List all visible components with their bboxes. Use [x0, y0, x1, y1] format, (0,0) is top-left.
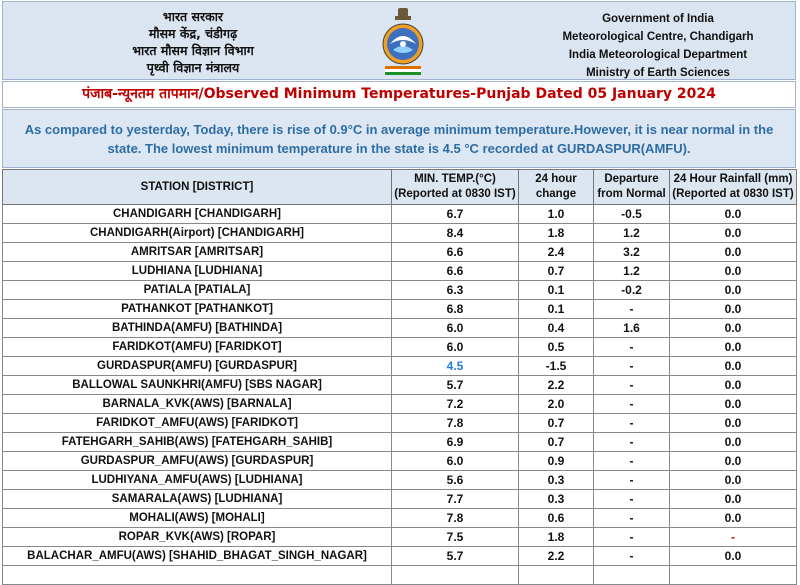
min-temp-cell: 6.0	[392, 452, 519, 471]
station-cell: SAMARALA(AWS) [LUDHIANA]	[3, 490, 392, 509]
departure-cell: 3.2	[594, 243, 670, 262]
rainfall-cell: 0.0	[670, 547, 797, 566]
english-office-block	[523, 10, 793, 82]
hindi-line-4: पृथ्वी विज्ञान मंत्रालय	[146, 60, 240, 75]
departure-cell: 1.2	[594, 224, 670, 243]
hindi-line-1: भारत सरकार	[162, 9, 224, 24]
change-cell: 0.3	[519, 471, 594, 490]
rainfall-cell: 0.0	[670, 338, 797, 357]
rainfall-header	[670, 170, 797, 205]
rainfall-cell: 0.0	[670, 509, 797, 528]
imd-emblem-icon	[376, 6, 430, 78]
table-row	[3, 205, 797, 224]
table-row	[3, 471, 797, 490]
departure-header-line2: from Normal	[597, 188, 666, 200]
change-header-line1: 24 hour	[535, 173, 577, 185]
rainfall-header-line1: 24 Hour Rainfall (mm)	[673, 173, 793, 185]
rainfall-cell: 0.0	[670, 357, 797, 376]
min-temp-cell: 6.6	[392, 262, 519, 281]
departure-cell: -	[594, 547, 670, 566]
table-row	[3, 414, 797, 433]
table-row	[3, 566, 797, 585]
table-row	[3, 281, 797, 300]
departure-cell: -	[594, 452, 670, 471]
min-temp-cell: 5.7	[392, 547, 519, 566]
table-row	[3, 490, 797, 509]
rainfall-cell: 0.0	[670, 395, 797, 414]
min-temp-cell: 7.2	[392, 395, 519, 414]
station-cell: AMRITSAR [AMRITSAR]	[3, 243, 392, 262]
change-cell: 1.8	[519, 224, 594, 243]
change-header	[519, 170, 594, 205]
departure-cell: 1.2	[594, 262, 670, 281]
departure-cell: -	[594, 528, 670, 547]
change-header-line2: change	[535, 188, 577, 200]
station-cell: MOHALI(AWS) [MOHALI]	[3, 509, 392, 528]
table-row	[3, 433, 797, 452]
departure-cell: 1.6	[594, 319, 670, 338]
english-line-4: Ministry of Earth Sciences	[586, 67, 730, 79]
rainfall-cell: 0.0	[670, 205, 797, 224]
change-cell: 0.1	[519, 281, 594, 300]
table-row	[3, 528, 797, 547]
table-row	[3, 224, 797, 243]
bulletin-title: पंजाब-न्यूनतम तापमान/Observed Minimum Temperatures-Punjab Dated 05 January 2024	[2, 81, 796, 108]
departure-cell: -	[594, 414, 670, 433]
hindi-line-3: भारत मौसम विज्ञान विभाग	[132, 43, 254, 58]
rainfall-cell: 0.0	[670, 319, 797, 338]
table-row	[3, 262, 797, 281]
table-row	[3, 300, 797, 319]
change-cell: 0.4	[519, 319, 594, 338]
rainfall-cell: 0.0	[670, 281, 797, 300]
rainfall-cell: 0.0	[670, 490, 797, 509]
table-row	[3, 509, 797, 528]
table-row	[3, 338, 797, 357]
header-banner	[2, 1, 796, 80]
departure-cell: -	[594, 490, 670, 509]
station-cell	[3, 566, 392, 585]
station-cell: FATEHGARH_SAHIB(AWS) [FATEHGARH_SAHIB]	[3, 433, 392, 452]
station-cell: BATHINDA(AMFU) [BATHINDA]	[3, 319, 392, 338]
min-temp-cell: 6.0	[392, 338, 519, 357]
change-cell: 0.7	[519, 433, 594, 452]
departure-cell: -	[594, 471, 670, 490]
min-temp-cell: 5.6	[392, 471, 519, 490]
table-row	[3, 357, 797, 376]
table-row	[3, 452, 797, 471]
departure-cell: -	[594, 433, 670, 452]
rainfall-cell: 0.0	[670, 433, 797, 452]
min-temp-cell: 6.3	[392, 281, 519, 300]
change-cell	[519, 566, 594, 585]
station-cell: CHANDIGARH(Airport) [CHANDIGARH]	[3, 224, 392, 243]
station-cell: GURDASPUR_AMFU(AWS) [GURDASPUR]	[3, 452, 392, 471]
min-temp-cell	[392, 566, 519, 585]
rainfall-cell: 0.0	[670, 224, 797, 243]
rainfall-cell: 0.0	[670, 414, 797, 433]
change-cell: 2.4	[519, 243, 594, 262]
rainfall-cell: 0.0	[670, 376, 797, 395]
change-cell: 0.5	[519, 338, 594, 357]
change-cell: -1.5	[519, 357, 594, 376]
departure-cell: -	[594, 338, 670, 357]
rainfall-cell: 0.0	[670, 262, 797, 281]
station-cell: BARNALA_KVK(AWS) [BARNALA]	[3, 395, 392, 414]
rainfall-cell: 0.0	[670, 471, 797, 490]
station-cell: FARIDKOT_AMFU(AWS) [FARIDKOT]	[3, 414, 392, 433]
hindi-office-block	[73, 8, 313, 76]
change-cell: 1.0	[519, 205, 594, 224]
rainfall-cell: -	[670, 528, 797, 547]
min-temp-cell: 4.5	[392, 357, 519, 376]
min-temp-header	[392, 170, 519, 205]
departure-cell: -	[594, 509, 670, 528]
departure-cell	[594, 566, 670, 585]
station-cell: FARIDKOT(AMFU) [FARIDKOT]	[3, 338, 392, 357]
min-temp-header-line2: (Reported at 0830 IST)	[394, 188, 516, 200]
rainfall-header-line2: (Reported at 0830 IST)	[672, 188, 794, 200]
change-cell: 2.2	[519, 376, 594, 395]
change-cell: 0.1	[519, 300, 594, 319]
station-cell: PATIALA [PATIALA]	[3, 281, 392, 300]
change-cell: 0.7	[519, 414, 594, 433]
min-temp-cell: 5.7	[392, 376, 519, 395]
rainfall-cell: 0.0	[670, 300, 797, 319]
min-temp-cell: 7.7	[392, 490, 519, 509]
departure-cell: -	[594, 395, 670, 414]
table-body	[3, 205, 797, 585]
station-cell: ROPAR_KVK(AWS) [ROPAR]	[3, 528, 392, 547]
english-line-3: India Meteorological Department	[568, 49, 748, 61]
station-cell: LUDHIANA [LUDHIANA]	[3, 262, 392, 281]
station-cell: PATHANKOT [PATHANKOT]	[3, 300, 392, 319]
table-row	[3, 547, 797, 566]
english-line-1: Government of India	[602, 13, 714, 25]
table-row	[3, 319, 797, 338]
table-row	[3, 395, 797, 414]
station-cell: BALLOWAL SAUNKHRI(AMFU) [SBS NAGAR]	[3, 376, 392, 395]
station-header: STATION [DISTRICT]	[3, 170, 392, 205]
change-cell: 0.6	[519, 509, 594, 528]
change-cell: 2.2	[519, 547, 594, 566]
min-temp-header-line1: MIN. TEMP.(°C)	[414, 173, 496, 185]
rainfall-cell: 0.0	[670, 243, 797, 262]
station-cell: CHANDIGARH [CHANDIGARH]	[3, 205, 392, 224]
table-row	[3, 243, 797, 262]
departure-header	[594, 170, 670, 205]
min-temp-cell: 7.8	[392, 414, 519, 433]
min-temp-cell: 6.7	[392, 205, 519, 224]
change-cell: 0.7	[519, 262, 594, 281]
summary-text: As compared to yesterday, Today, there is rise of 0.9°C in average minimum temperature.However, it is near normal in the state. The lowest minimum temperature in the state is 4.5 °C recorded at GURDASPUR(AMFU).	[2, 109, 796, 168]
min-temp-cell: 6.6	[392, 243, 519, 262]
change-cell: 2.0	[519, 395, 594, 414]
station-cell: GURDASPUR(AMFU) [GURDASPUR]	[3, 357, 392, 376]
change-cell: 0.3	[519, 490, 594, 509]
departure-header-line1: Departure	[604, 173, 659, 185]
temperature-table	[2, 169, 797, 585]
rainfall-cell: 0.0	[670, 452, 797, 471]
min-temp-cell: 7.8	[392, 509, 519, 528]
station-cell: LUDHIYANA_AMFU(AWS) [LUDHIANA]	[3, 471, 392, 490]
hindi-line-2: मौसम केंद्र, चंडीगढ़	[148, 26, 238, 41]
min-temp-cell: 6.9	[392, 433, 519, 452]
station-cell: BALACHAR_AMFU(AWS) [SHAHID_BHAGAT_SINGH_NAGAR]	[3, 547, 392, 566]
table-row	[3, 376, 797, 395]
rainfall-cell	[670, 566, 797, 585]
departure-cell: -	[594, 376, 670, 395]
change-cell: 0.9	[519, 452, 594, 471]
departure-cell: -	[594, 357, 670, 376]
min-temp-cell: 8.4	[392, 224, 519, 243]
departure-cell: -	[594, 300, 670, 319]
departure-cell: -0.5	[594, 205, 670, 224]
table-header-row	[3, 170, 797, 205]
departure-cell: -0.2	[594, 281, 670, 300]
min-temp-cell: 6.0	[392, 319, 519, 338]
min-temp-cell: 7.5	[392, 528, 519, 547]
english-line-2: Meteorological Centre, Chandigarh	[562, 31, 754, 43]
change-cell: 1.8	[519, 528, 594, 547]
min-temp-cell: 6.8	[392, 300, 519, 319]
